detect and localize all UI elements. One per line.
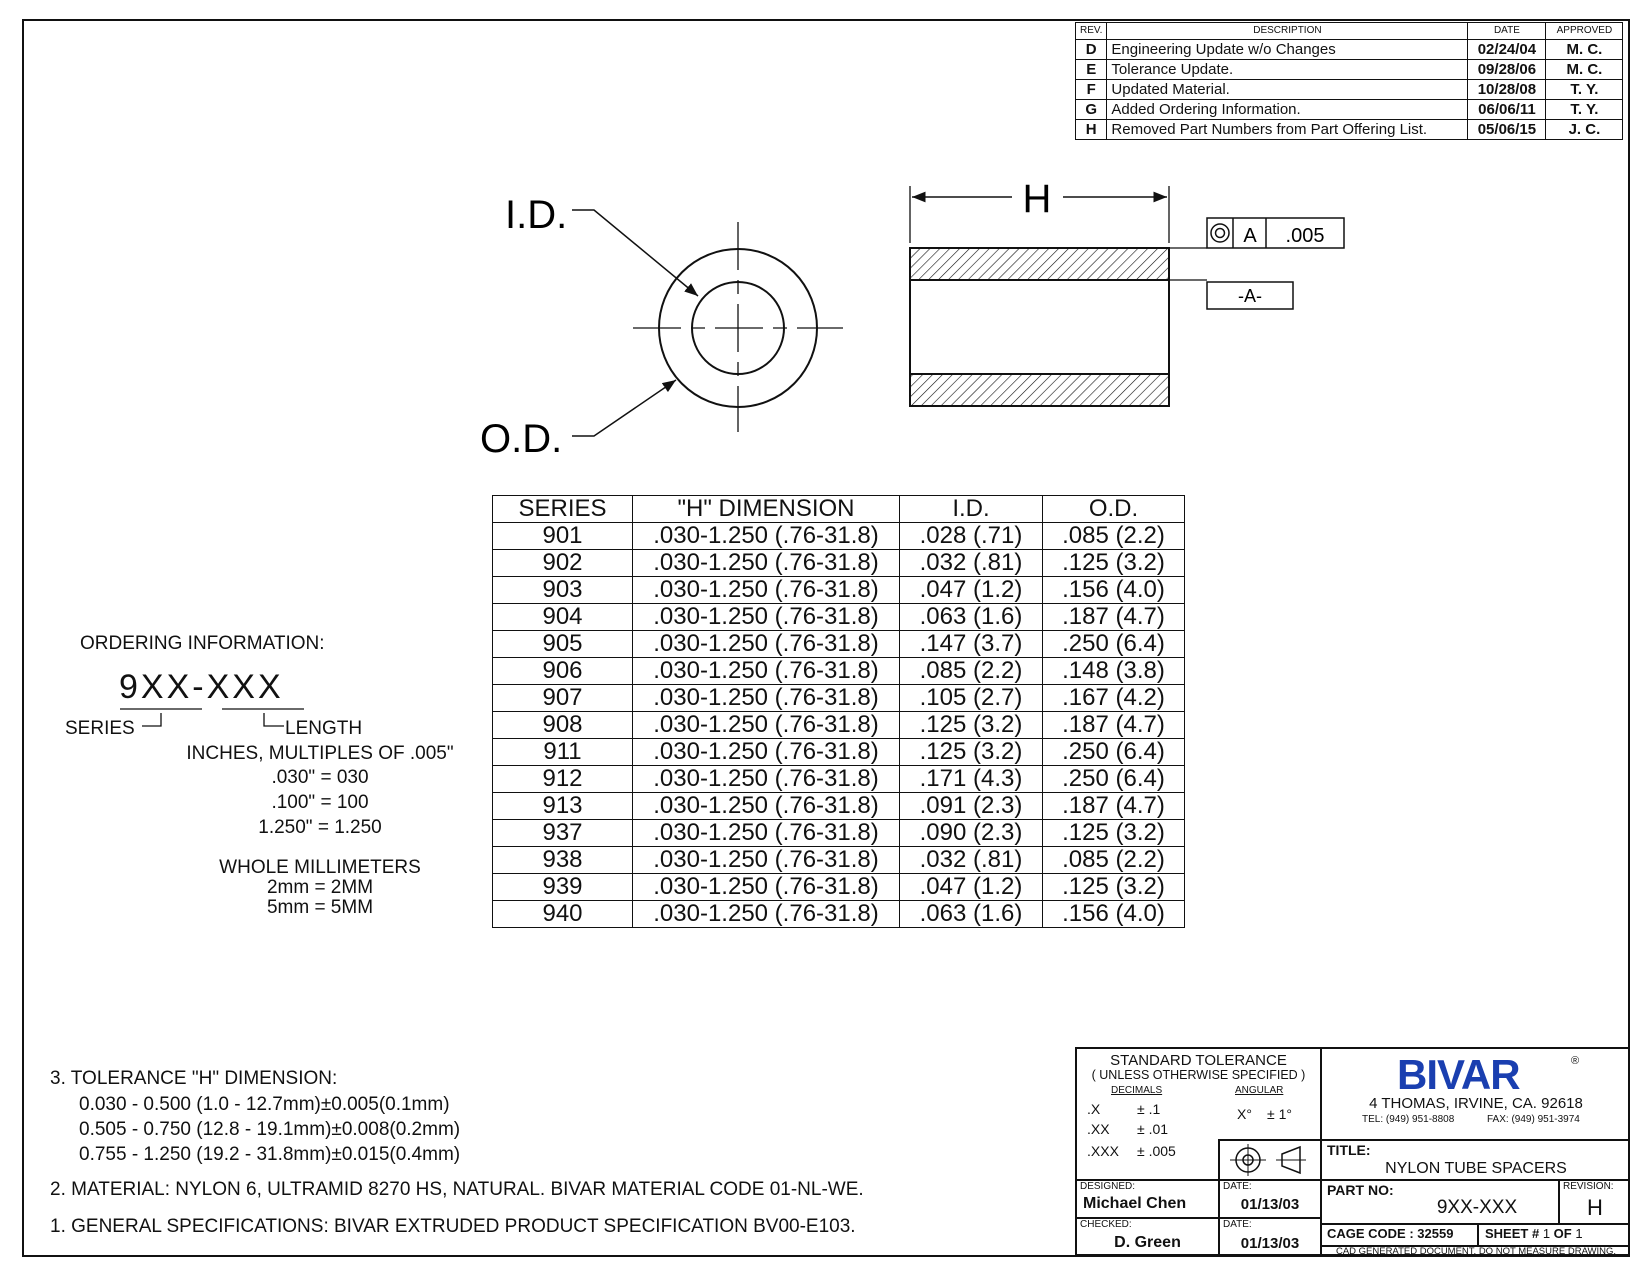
series-table [492, 495, 1185, 928]
sheet-label: SHEET # [1485, 1226, 1540, 1241]
id-label: I.D. [505, 193, 568, 237]
cad-note: CAD GENERATED DOCUMENT, DO NOT MEASURE DRAWING. [1335, 1246, 1617, 1257]
od-leader-arrow [572, 380, 676, 436]
od-cell: .187 (4.7) [1043, 604, 1185, 631]
note-3-line: 0.505 - 0.750 (12.8 - 19.1mm)±0.008(0.2mm) [79, 1119, 461, 1140]
approved-cell: J. C. [1546, 120, 1623, 140]
part-no-label: PART NO: [1327, 1182, 1394, 1198]
series-label: SERIES [65, 718, 135, 739]
datum-label: -A- [1238, 286, 1262, 306]
date-header: DATE [1468, 23, 1546, 40]
note-1: 1. GENERAL SPECIFICATIONS: BIVAR EXTRUDED PRODUCT SPECIFICATION BV00-E103. [50, 1216, 856, 1237]
h-label: H [1022, 177, 1052, 221]
description-cell: Removed Part Numbers from Part Offering List. [1107, 120, 1468, 140]
series-row [493, 793, 1185, 820]
h-dimension-cell: .030-1.250 (.76-31.8) [633, 550, 900, 577]
id-cell: .032 (.81) [900, 847, 1043, 874]
designed-by: Michael Chen [1083, 1195, 1187, 1212]
series-cell: 906 [493, 658, 633, 685]
series-row [493, 631, 1185, 658]
h-dimension-cell: .030-1.250 (.76-31.8) [633, 847, 900, 874]
checked-by: D. Green [1114, 1234, 1181, 1251]
h-dimension-cell: .030-1.250 (.76-31.8) [633, 523, 900, 550]
od-cell: .148 (3.8) [1043, 658, 1185, 685]
registered-mark: ® [1571, 1055, 1580, 1067]
id-cell: .091 (2.3) [900, 793, 1043, 820]
design-date: 01/13/03 [1240, 1196, 1300, 1213]
od-cell: .156 (4.0) [1043, 577, 1185, 604]
id-cell: .085 (2.2) [900, 658, 1043, 685]
designed-label: DESIGNED: [1080, 1181, 1136, 1192]
id-cell: .105 (2.7) [900, 685, 1043, 712]
series-row [493, 712, 1185, 739]
rev-cell: G [1076, 100, 1107, 120]
inches-example: .030" = 030 [271, 767, 369, 788]
series-row [493, 820, 1185, 847]
mm-example: 2mm = 2MM [266, 877, 374, 898]
cage-code [1327, 1226, 1453, 1241]
h-dimension-header: "H" DIMENSION [633, 496, 900, 523]
h-dimension-cell: .030-1.250 (.76-31.8) [633, 874, 900, 901]
company-tel: TEL: (949) 951-8808 [1362, 1114, 1455, 1125]
rev-cell: E [1076, 60, 1107, 80]
inches-title: INCHES, MULTIPLES OF .005" [186, 743, 454, 764]
series-cell: 904 [493, 604, 633, 631]
description-cell: Updated Material. [1107, 80, 1468, 100]
h-dimension-cell: .030-1.250 (.76-31.8) [633, 712, 900, 739]
id-cell: .090 (2.3) [900, 820, 1043, 847]
part-number: 9XX-XXX [1436, 1197, 1518, 1218]
angular-tol: ± 1° [1267, 1106, 1292, 1122]
cage-code-value: 32559 [1417, 1226, 1454, 1241]
series-cell: 912 [493, 766, 633, 793]
h-dimension-cell: .030-1.250 (.76-31.8) [633, 604, 900, 631]
series-row [493, 577, 1185, 604]
decimal-x-tol: ± .1 [1137, 1101, 1161, 1117]
decimal-xx-tol: ± .01 [1137, 1121, 1169, 1137]
od-cell: .156 (4.0) [1043, 901, 1185, 928]
of-value: 1 [1575, 1226, 1583, 1241]
description-cell: Engineering Update w/o Changes [1107, 40, 1468, 60]
od-cell: .187 (4.7) [1043, 712, 1185, 739]
description-cell: Tolerance Update. [1107, 60, 1468, 80]
id-header: I.D. [900, 496, 1043, 523]
description-cell: Added Ordering Information. [1107, 100, 1468, 120]
check-date-label: DATE: [1223, 1219, 1252, 1230]
series-cell: 938 [493, 847, 633, 874]
fcf-datum: A [1243, 225, 1257, 247]
approved-header: APPROVED [1546, 23, 1623, 40]
h-dimension-cell: .030-1.250 (.76-31.8) [633, 820, 900, 847]
concentricity-icon [1211, 224, 1229, 242]
series-header-row [493, 496, 1185, 523]
od-cell: .250 (6.4) [1043, 631, 1185, 658]
side-view [910, 177, 1344, 406]
id-cell: .028 (.71) [900, 523, 1043, 550]
series-cell: 937 [493, 820, 633, 847]
series-row [493, 847, 1185, 874]
id-cell: .063 (1.6) [900, 901, 1043, 928]
series-cell: 908 [493, 712, 633, 739]
id-cell: .125 (3.2) [900, 712, 1043, 739]
sheet-value: 1 [1542, 1226, 1551, 1241]
h-dimension-cell: .030-1.250 (.76-31.8) [633, 658, 900, 685]
wall-hatch-bottom [910, 374, 1169, 406]
angular-x: X° [1237, 1106, 1252, 1122]
series-cell: 911 [493, 739, 633, 766]
decimal-xx: .XX [1087, 1121, 1110, 1137]
description-header: DESCRIPTION [1107, 23, 1468, 40]
logo-text: BIVAR [1397, 1057, 1520, 1093]
revision-label: REVISION: [1563, 1181, 1614, 1192]
series-row [493, 874, 1185, 901]
note-3-line: 0.030 - 0.500 (1.0 - 12.7mm)±0.005(0.1mm) [79, 1094, 450, 1115]
date-cell: 05/06/15 [1468, 120, 1546, 140]
od-cell: .125 (3.2) [1043, 874, 1185, 901]
series-row [493, 550, 1185, 577]
approved-cell: M. C. [1546, 60, 1623, 80]
h-dimension-cell: .030-1.250 (.76-31.8) [633, 685, 900, 712]
note-3-title: 3. TOLERANCE "H" DIMENSION: [50, 1068, 338, 1089]
id-cell: .171 (4.3) [900, 766, 1043, 793]
id-cell: .063 (1.6) [900, 604, 1043, 631]
series-header: SERIES [493, 496, 633, 523]
id-cell: .125 (3.2) [900, 739, 1043, 766]
id-cell: .047 (1.2) [900, 874, 1043, 901]
bivar-logo [1397, 1057, 1567, 1093]
decimal-xxx: .XXX [1087, 1143, 1119, 1159]
series-row [493, 658, 1185, 685]
length-label: LENGTH [285, 718, 363, 739]
drawing-title: NYLON TUBE SPACERS [1385, 1160, 1567, 1177]
series-row [493, 685, 1185, 712]
od-label: O.D. [480, 417, 563, 461]
series-cell: 905 [493, 631, 633, 658]
date-cell: 02/24/04 [1468, 40, 1546, 60]
cage-code-label: CAGE CODE : [1327, 1226, 1414, 1241]
inches-example: .100" = 100 [271, 792, 369, 813]
series-cell: 913 [493, 793, 633, 820]
fcf-value: .005 [1285, 225, 1325, 247]
sheet-number [1485, 1226, 1583, 1241]
title-label: TITLE: [1327, 1142, 1371, 1158]
od-cell: .187 (4.7) [1043, 793, 1185, 820]
od-cell: .125 (3.2) [1043, 820, 1185, 847]
id-cell: .147 (3.7) [900, 631, 1043, 658]
ordering-title: ORDERING INFORMATION: [80, 633, 325, 654]
series-cell: 903 [493, 577, 633, 604]
third-angle-projection-icon [1220, 1141, 1320, 1179]
company-fax: FAX: (949) 951-3974 [1487, 1114, 1580, 1125]
series-row [493, 523, 1185, 550]
decimal-x: .X [1087, 1101, 1101, 1117]
series-cell: 902 [493, 550, 633, 577]
series-row [493, 766, 1185, 793]
inches-example: 1.250" = 1.250 [258, 817, 382, 838]
checked-label: CHECKED: [1080, 1219, 1132, 1230]
series-cell: 901 [493, 523, 633, 550]
od-cell: .250 (6.4) [1043, 766, 1185, 793]
angular-label: ANGULAR [1235, 1085, 1284, 1096]
series-row [493, 604, 1185, 631]
part-dash: - [192, 668, 207, 706]
approved-cell: M. C. [1546, 40, 1623, 60]
part-length-code: XXX [206, 668, 284, 706]
decimal-xxx-tol: ± .005 [1137, 1143, 1176, 1159]
rev-cell: D [1076, 40, 1107, 60]
h-dimension-cell: .030-1.250 (.76-31.8) [633, 766, 900, 793]
date-cell: 09/28/06 [1468, 60, 1546, 80]
h-dimension-cell: .030-1.250 (.76-31.8) [633, 901, 900, 928]
h-dimension-cell: .030-1.250 (.76-31.8) [633, 577, 900, 604]
series-cell: 907 [493, 685, 633, 712]
wall-hatch-top [910, 248, 1169, 280]
unless-specified: ( UNLESS OTHERWISE SPECIFIED ) [1091, 1068, 1306, 1082]
series-row [493, 901, 1185, 928]
check-date: 01/13/03 [1240, 1235, 1300, 1252]
date-cell: 10/28/08 [1468, 80, 1546, 100]
rev-cell: H [1076, 120, 1107, 140]
of-label: OF [1553, 1226, 1572, 1241]
h-dimension-cell: .030-1.250 (.76-31.8) [633, 631, 900, 658]
h-dimension-cell: .030-1.250 (.76-31.8) [633, 793, 900, 820]
series-row [493, 739, 1185, 766]
title-block [1075, 1047, 1630, 1256]
mm-title: WHOLE MILLIMETERS [219, 857, 421, 878]
h-dimension-cell: .030-1.250 (.76-31.8) [633, 739, 900, 766]
end-view [480, 193, 843, 461]
design-date-label: DATE: [1223, 1181, 1252, 1192]
mm-example: 5mm = 5MM [266, 897, 374, 918]
od-cell: .250 (6.4) [1043, 739, 1185, 766]
standard-tolerance-title: STANDARD TOLERANCE [1110, 1052, 1287, 1069]
id-cell: .032 (.81) [900, 550, 1043, 577]
series-cell: 940 [493, 901, 633, 928]
company-address: 4 THOMAS, IRVINE, CA. 92618 [1369, 1095, 1583, 1112]
approved-cell: T. Y. [1546, 80, 1623, 100]
date-cell: 06/06/11 [1468, 100, 1546, 120]
revision-letter: H [1587, 1195, 1603, 1220]
od-cell: .085 (2.2) [1043, 523, 1185, 550]
note-3-line: 0.755 - 1.250 (19.2 - 31.8mm)±0.015(0.4mm) [79, 1144, 461, 1165]
note-2: 2. MATERIAL: NYLON 6, ULTRAMID 8270 HS, NATURAL. BIVAR MATERIAL CODE 01-NL-WE. [50, 1179, 864, 1200]
id-cell: .047 (1.2) [900, 577, 1043, 604]
approved-cell: T. Y. [1546, 100, 1623, 120]
part-drawing [0, 0, 1650, 470]
ordering-brackets [0, 700, 320, 736]
od-cell: .125 (3.2) [1043, 550, 1185, 577]
decimals-label: DECIMALS [1111, 1085, 1163, 1096]
od-cell: .167 (4.2) [1043, 685, 1185, 712]
rev-header: REV. [1076, 23, 1107, 40]
id-leader-arrow [572, 210, 698, 296]
series-cell: 939 [493, 874, 633, 901]
part-series-code: 9XX [119, 668, 193, 706]
od-cell: .085 (2.2) [1043, 847, 1185, 874]
rev-cell: F [1076, 80, 1107, 100]
od-header: O.D. [1043, 496, 1185, 523]
